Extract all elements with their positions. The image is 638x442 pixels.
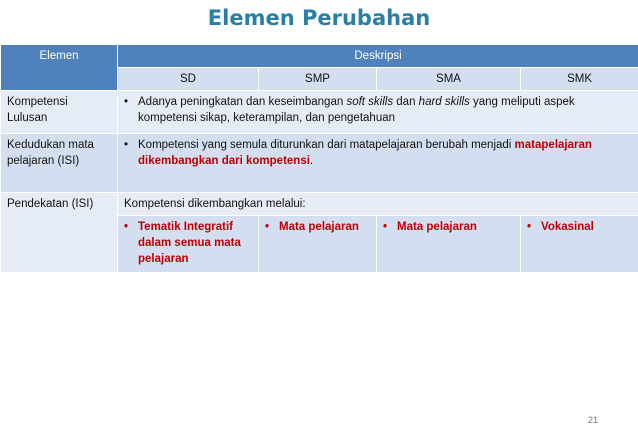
desc-text: yang meliputi aspek kompetensi sikap, keterampilan, dan pengetahuan (138, 96, 575, 124)
cell-sd (118, 216, 259, 273)
row-label-pendekatan: Pendekatan (ISI) (1, 193, 118, 273)
row-desc-kedudukan (118, 134, 638, 193)
subheader-smp: SMP (259, 68, 377, 91)
table-row (1, 193, 638, 216)
row-label-kompetensi: Kompetensi Lulusan (1, 91, 118, 134)
subheader-sma: SMA (377, 68, 521, 91)
header-elemen: Elemen (1, 45, 118, 91)
changes-table (0, 44, 638, 273)
bullet-marker: • (527, 221, 532, 233)
page-title: Elemen Perubahan (207, 6, 431, 30)
bullet-marker: • (383, 221, 388, 233)
bullet-marker: • (124, 221, 129, 233)
table-header-row (1, 45, 638, 68)
approach-sma: Mata pelajaran (397, 221, 477, 233)
subheader-sd: SD (118, 68, 259, 91)
subheader-smk: SMK (521, 68, 638, 91)
desc-emphasis: soft skills (346, 96, 394, 108)
bullet-marker: • (124, 96, 129, 108)
cell-smp (259, 216, 377, 273)
approach-smk: Vokasinal (541, 221, 594, 233)
table-row (1, 134, 638, 193)
table-row (1, 91, 638, 134)
desc-text: . (309, 155, 314, 167)
bullet-marker: • (124, 139, 129, 151)
row-desc-kompetensi (118, 91, 638, 134)
bullet-marker: • (265, 221, 270, 233)
cell-sma (377, 216, 521, 273)
desc-highlight: matapelajaran dikembangkan dari kompetensi (138, 139, 592, 167)
approach-smp: Mata pelajaran (279, 221, 359, 233)
cell-smk (521, 216, 638, 273)
approach-sd: Tematik Integratif dalam semua mata pelajaran (138, 221, 241, 265)
page-number: 21 (587, 415, 598, 425)
row-intro-pendekatan: Kompetensi dikembangkan melalui: (118, 193, 638, 216)
desc-text: dan (393, 96, 419, 108)
desc-text: Kompetensi yang semula diturunkan dari matapelajaran berubah menjadi (138, 139, 515, 151)
row-label-kedudukan: Kedudukan mata pelajaran (ISI) (1, 134, 118, 193)
desc-emphasis: hard skills (418, 96, 470, 108)
header-deskripsi: Deskripsi (118, 45, 638, 68)
desc-text: Adanya peningkatan dan keseimbangan (138, 96, 347, 108)
